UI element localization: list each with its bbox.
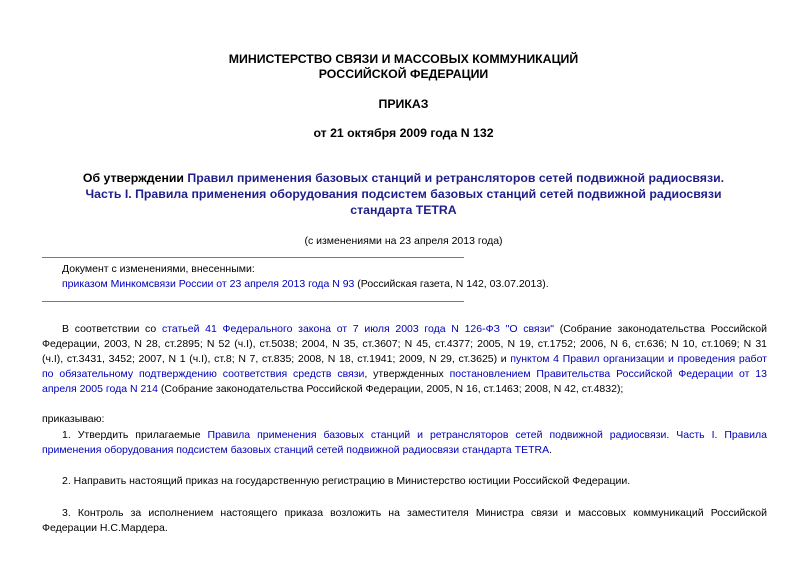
amendment-note: (с изменениями на 23 апреля 2013 года) [304,235,503,247]
ministry-name-line2: РОССИЙСКОЙ ФЕДЕРАЦИИ [318,67,489,81]
law-article-link[interactable]: статьей 41 Федерального закона от 7 июля 2003 года N 126-ФЗ "О связи" [161,323,554,335]
law-citation-part3: (ч.I), ст.3431, 3452; 2007, N 1 (ч.I), ст.8; N 7, ст.835; 2008, N 18, ст.1941; 2009, N 29, ст.3625) и [42,353,511,365]
certification-rules-link-part2[interactable]: по обязательному подтверждению соответствия средств связи [42,368,365,380]
certification-rules-link[interactable]: пунктом 4 Правил организации и проведения работ [510,353,767,365]
document-date: от 21 октября 2009 года N 132 [313,126,494,140]
decree-citation: (Собрание законодательства Российской Федерации, 2005, N 16, ст.1463; 2008, N 42, ст.4832); [157,383,624,395]
approved-by-text: , утвержденных [364,368,450,380]
preamble-start: В соответствии со [62,323,162,335]
item-1-line2 [42,443,767,458]
approved-rules-link[interactable]: Правила применения базовых станций и ретрансляторов сетей подвижной радиосвязи. Часть I. Правила [207,429,767,441]
preamble-line4 [42,367,767,382]
amending-order-source: (Российская газета, N 142, 03.07.2013). [354,278,549,290]
title-line2 [0,186,807,202]
government-decree-link[interactable]: постановлением Правительства Российской Федерации от 13 [449,368,767,380]
title-prefix: Об утверждении [82,171,188,185]
government-decree-link-part2[interactable]: апреля 2005 года N 214 [42,383,158,395]
item-1-end: . [549,444,553,456]
changes-top-divider [42,257,464,258]
rules-title-link-part3[interactable]: стандарта TETRA [350,203,457,217]
preamble-line1 [42,322,767,337]
order-word: приказываю: [42,413,105,425]
law-citation-part1: (Собрание законодательства Российской [554,323,767,335]
item-3 [42,506,767,536]
ministry-name-line1: МИНИСТЕРСТВО СВЯЗИ И МАССОВЫХ КОММУНИКАЦИЙ [228,52,579,66]
preamble-paragraph [42,322,767,397]
changes-bottom-divider [42,301,464,302]
changes-entry [62,277,549,292]
document-type: ПРИКАЗ [378,97,429,111]
rules-title-link-part2[interactable]: Часть I. Правила применения оборудования подсистем базовых станций сетей подвижной радиосвязи [85,187,722,201]
item-3-line2: Федерации Н.С.Мардера. [42,522,168,534]
approved-rules-link-part2[interactable]: применения оборудования подсистем базовых станций сетей подвижной радиосвязи стандарта TETRA [42,444,550,456]
title-line3 [0,202,807,218]
amending-order-link[interactable]: приказом Минкомсвязи России от 23 апреля 2013 года N 93 [62,278,355,290]
preamble-line2: Федерации, 2003, N 28, ст.2895; N 52 (ч.I), ст.5038; 2004, N 35, ст.3607; N 45, ст.4377; 2005, N 19, ст.1752; 2006, N 6, ст.636; N 10, ст.1069; N 31 [42,338,767,350]
preamble-line5 [42,382,767,397]
item-1-line1 [42,428,767,443]
item-1-prefix: 1. Утвердить прилагаемые [62,429,208,441]
item-3-line1: 3. Контроль за исполнением настоящего приказа возложить на заместителя Министра связи и массовых коммуникаций Российской [62,507,767,519]
rules-title-link[interactable]: Правил применения базовых станций и ретрансляторов сетей подвижной радиосвязи. [187,171,725,185]
item-1 [42,428,767,458]
preamble-line3 [42,352,767,367]
changes-intro: Документ с изменениями, внесенными: [62,263,255,275]
title-line1 [0,170,807,186]
item-2: 2. Направить настоящий приказ на государственную регистрацию в Министерство юстиции Российской Федерации. [62,475,631,487]
